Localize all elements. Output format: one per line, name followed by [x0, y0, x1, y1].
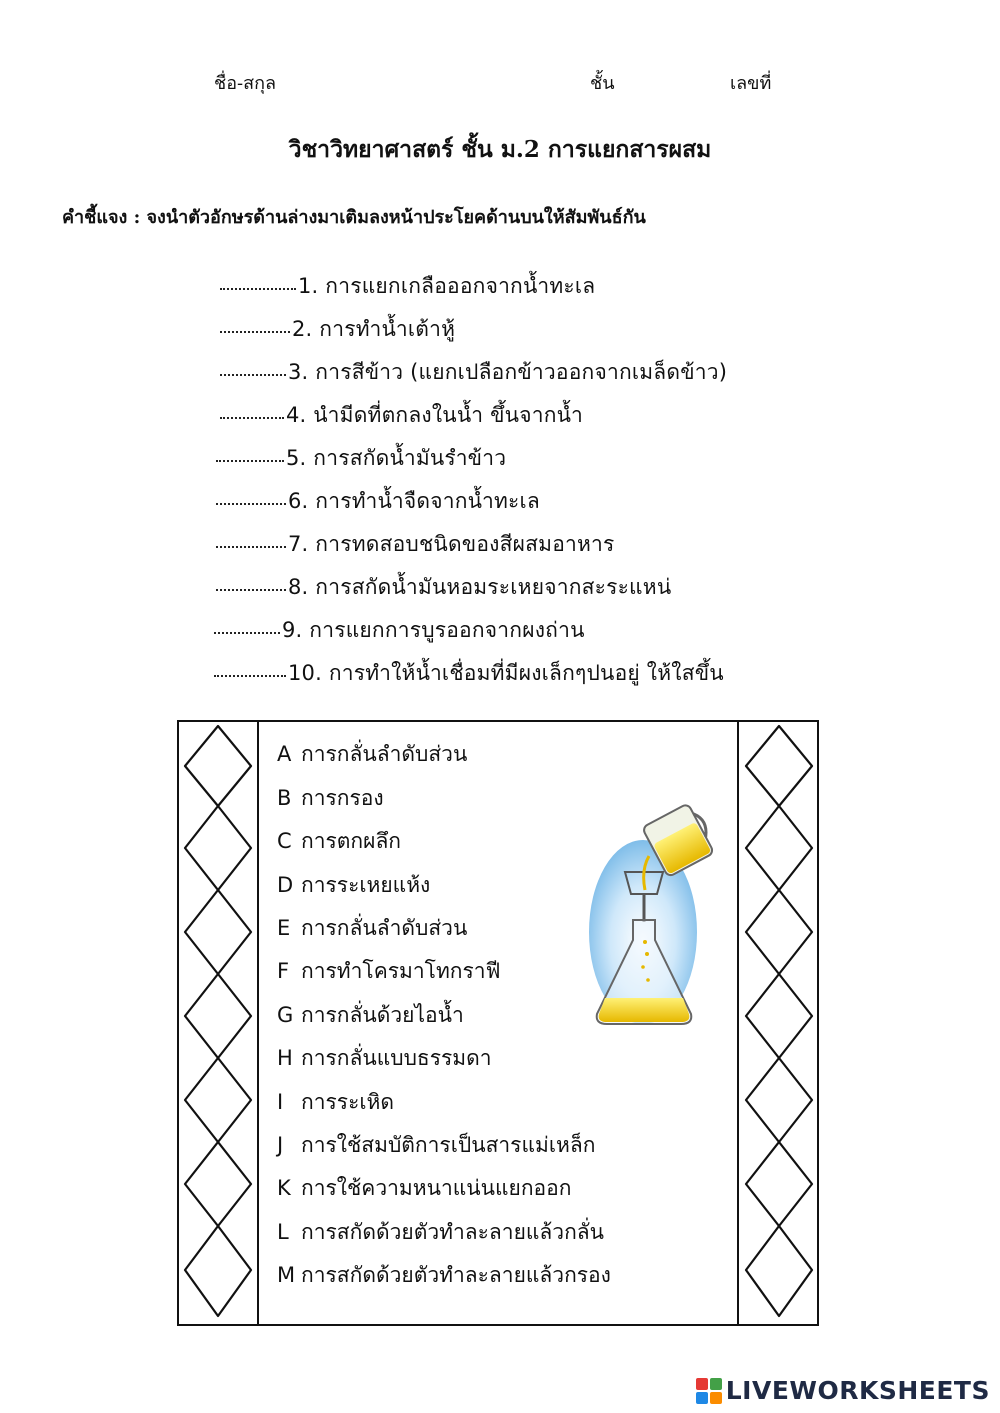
question-row [220, 356, 727, 389]
answer-blank[interactable] [220, 416, 284, 419]
liveworksheets-branding [696, 1376, 990, 1405]
page-title: วิชาวิทยาศาสตร์ ชั้น ม.2 การแยกสารผสม [288, 136, 712, 163]
answer-blank[interactable] [214, 674, 286, 677]
question-row [214, 614, 585, 647]
option-item [277, 1172, 572, 1205]
question-row [216, 528, 615, 561]
diamond-pattern-icon [739, 722, 817, 1324]
question-row [216, 442, 506, 475]
option-text: การระเหยแห้ง [301, 873, 431, 897]
class-label: ชั้น [590, 73, 615, 94]
option-text: การกลั่นลำดับส่วน [301, 916, 468, 940]
option-item [277, 869, 430, 902]
question-row [220, 313, 455, 346]
diamond-pattern-icon [179, 722, 257, 1324]
option-item [277, 1086, 394, 1119]
option-letter: K [277, 1176, 291, 1200]
option-letter: E [277, 916, 291, 940]
question-text: 3. การสีข้าว (แยกเปลือกข้าวออกจากเมล็ดข้าว) [288, 360, 728, 384]
question-row [220, 399, 583, 432]
liveworksheets-logo-icon [696, 1378, 722, 1404]
filtration-flask-illustration [583, 802, 715, 1040]
question-text: 7. การทดสอบชนิดของสีผสมอาหาร [288, 532, 615, 556]
answer-blank[interactable] [216, 545, 286, 548]
question-text: 6. การทำน้ำจืดจากน้ำทะเล [288, 489, 540, 513]
option-item [277, 782, 384, 815]
option-letter: M [277, 1263, 296, 1287]
option-item [277, 912, 467, 945]
option-item [277, 738, 467, 771]
answer-options-box [177, 720, 819, 1326]
question-text: 5. การสกัดน้ำมันรำข้าว [286, 446, 507, 470]
answer-blank[interactable] [220, 330, 290, 333]
option-item [277, 1042, 492, 1075]
answer-blank[interactable] [216, 502, 286, 505]
question-row [214, 657, 724, 690]
left-diamond-border [179, 722, 259, 1324]
option-item [277, 1259, 611, 1292]
name-label: ชื่อ-สกุล [214, 73, 277, 94]
answer-blank[interactable] [214, 631, 280, 634]
number-label: เลขที่ [730, 73, 772, 94]
option-letter: F [277, 959, 290, 983]
option-text: การตกผลึก [301, 829, 402, 853]
question-text: 9. การแยกการบูรออกจากผงถ่าน [282, 618, 585, 642]
option-text: การกลั่นแบบธรรมดา [301, 1046, 492, 1070]
option-text: การสกัดด้วยตัวทำละลายแล้วกรอง [301, 1263, 611, 1287]
option-text: การระเหิด [301, 1090, 395, 1114]
answer-blank[interactable] [220, 373, 286, 376]
option-letter: I [277, 1090, 284, 1114]
right-diamond-border [737, 722, 817, 1324]
option-letter: G [277, 1003, 294, 1027]
option-text: การใช้สมบัติการเป็นสารแม่เหล็ก [301, 1133, 596, 1157]
option-item [277, 955, 500, 988]
question-row [220, 270, 595, 303]
option-letter: A [277, 742, 292, 766]
question-text: 8. การสกัดน้ำมันหอมระเหยจากสะระแหน่ [288, 575, 672, 599]
option-item [277, 1216, 604, 1249]
option-item [277, 1129, 595, 1162]
question-text: 1. การแยกเกลือออกจากน้ำทะเล [298, 274, 596, 298]
option-item [277, 999, 464, 1032]
question-text: 10. การทำให้น้ำเชื่อมที่มีผงเล็กๆปนอยู่ ให้ใสขึ้น [288, 661, 724, 685]
option-text: การกรอง [301, 786, 384, 810]
brand-name[interactable]: LIVEWORKSHEETS [725, 1376, 990, 1405]
option-item [277, 825, 401, 858]
option-letter: H [277, 1046, 293, 1070]
question-text: 2. การทำน้ำเต้าหู้ [292, 317, 456, 341]
option-text: การกลั่นด้วยไอน้ำ [301, 1003, 464, 1027]
question-text: 4. นำมีดที่ตกลงในน้ำ ขึ้นจากน้ำ [286, 403, 583, 427]
question-row [216, 571, 671, 604]
question-row [216, 485, 540, 518]
option-letter: D [277, 873, 294, 897]
instruction-text: คำชี้แจง : จงนำตัวอักษรด้านล่างมาเติมลงหน้าประโยคด้านบนให้สัมพันธ์กัน [62, 207, 646, 228]
option-text: การทำโครมาโทกราฟี [301, 959, 501, 983]
option-text: การสกัดด้วยตัวทำละลายแล้วกลั่น [301, 1220, 605, 1244]
option-letter: C [277, 829, 292, 853]
option-letter: L [277, 1220, 289, 1244]
answer-blank[interactable] [216, 588, 286, 591]
option-text: การใช้ความหนาแน่นแยกออก [301, 1176, 572, 1200]
option-text: การกลั่นลำดับส่วน [301, 742, 468, 766]
answer-blank[interactable] [220, 287, 296, 290]
option-letter: J [277, 1133, 284, 1157]
option-letter: B [277, 786, 292, 810]
answer-blank[interactable] [216, 459, 284, 462]
